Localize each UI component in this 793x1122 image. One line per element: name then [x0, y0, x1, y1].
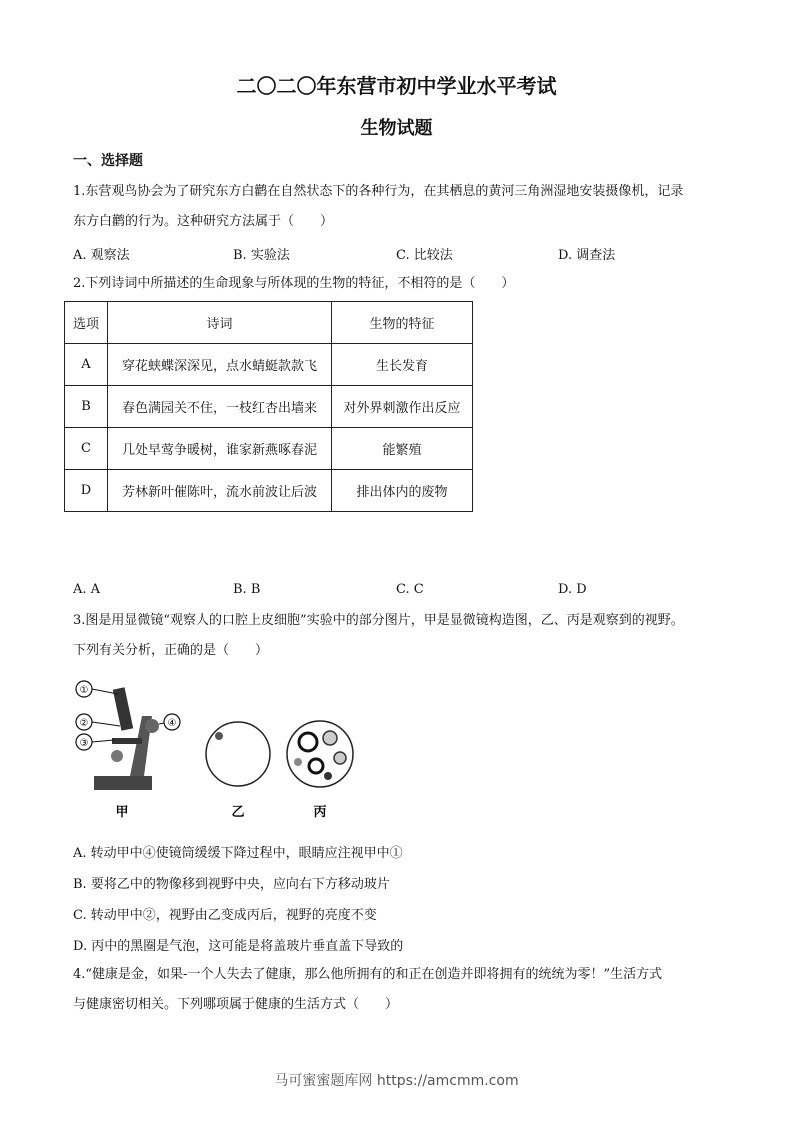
q1-option-a: A. 观察法: [73, 248, 130, 263]
exam-title: 二〇二〇年东营市初中学业水平考试: [236, 74, 557, 98]
table-header-cell: 诗词: [108, 302, 332, 344]
question-4-line-2: 与健康密切相关。下列哪项属于健康的生活方式（ ）: [73, 997, 399, 1012]
question-3-line-2: 下列有关分析，正确的是（ ）: [73, 643, 269, 658]
table-row: [65, 428, 473, 470]
q3-option-a: A. 转动甲中④使镜筒缓缓下降过程中，眼睛应注视甲中①: [73, 846, 403, 861]
table-cell: B: [65, 386, 108, 428]
label-3: ③: [79, 738, 89, 749]
table-header-cell: 选项: [65, 302, 108, 344]
question-4-line-1: 4.“健康是金，如果-一个人失去了健康，那么他所拥有的和正在创造并即将拥有的统统为零！”生活方式: [73, 967, 663, 982]
q3-option-d: D. 丙中的黑圈是气泡，这可能是将盖玻片垂直盖下导致的: [73, 939, 404, 954]
question-3-line-1: 3.图是用显微镜“观察人的口腔上皮细胞”实验中的部分图片，甲是显微镜构造图，乙、丙是观察到的视野。: [73, 613, 684, 628]
mirror: [111, 750, 123, 762]
cell-2: [334, 752, 346, 764]
table-cell: 生长发育: [332, 344, 473, 386]
question-2-stem: 2.下列诗词中所描述的生命现象与所体现的生物的特征，不相符的是（ ）: [73, 276, 515, 291]
field-of-view-yi: [206, 722, 270, 786]
question-1-line-2: 东方白鹳的行为。这种研究方法属于（ ）: [73, 214, 334, 229]
footer-watermark: 马可蜜蜜题库网 https://amcmm.com: [274, 1073, 519, 1089]
leader-line-2: [92, 722, 120, 726]
leader-line-4: [159, 723, 164, 724]
exam-subtitle: 生物试题: [360, 118, 433, 139]
table-cell: 芳林新叶催陈叶，流水前波让后波: [108, 470, 332, 512]
q2-option-a: A. A: [73, 582, 101, 597]
microscope-base: [94, 776, 152, 790]
table-cell: A: [65, 344, 108, 386]
table-cell: C: [65, 428, 108, 470]
table-cell: 春色满园关不住，一枝红杏出墙来: [108, 386, 332, 428]
table-cell: 能繁殖: [332, 428, 473, 470]
q1-option-b: B. 实验法: [233, 248, 290, 263]
microscope-figure: [72, 676, 372, 826]
q2-option-d: D. D: [558, 582, 587, 597]
cell-4: [294, 758, 302, 766]
cell-3: [324, 772, 332, 780]
table-cell: D: [65, 470, 108, 512]
caption-bing: 丙: [313, 805, 327, 820]
bubble-1: [299, 733, 317, 751]
q1-option-d: D. 调查法: [558, 248, 616, 263]
label-4: ④: [167, 718, 177, 729]
question-1-line-1: 1.东营观鸟协会为了研究东方白鹳在自然状态下的各种行为，在其栖息的黄河三角洲湿地安装摄像机，记录: [73, 184, 684, 199]
table-row: [65, 470, 473, 512]
leader-line-3: [92, 740, 114, 742]
caption-jia: 甲: [115, 805, 129, 820]
table-cell: 对外界刺激作出反应: [332, 386, 473, 428]
q3-option-c: C. 转动甲中②，视野由乙变成丙后，视野的亮度不变: [73, 908, 377, 923]
caption-yi: 乙: [231, 805, 245, 820]
section-heading: 一、选择题: [73, 153, 143, 169]
microscope-stage: [112, 738, 142, 744]
table-header-cell: 生物的特征: [332, 302, 473, 344]
table-row: [65, 344, 473, 386]
q3-option-b: B. 要将乙中的物像移到视野中央，应向右下方移动玻片: [73, 877, 390, 892]
coarse-focus-knob: [145, 719, 159, 733]
label-2: ②: [79, 718, 89, 729]
microscope-figure-svg: [72, 676, 372, 826]
cell-in-yi: [215, 732, 223, 740]
table-cell: 几处早莺争暖树，谁家新燕啄春泥: [108, 428, 332, 470]
cell-1: [323, 731, 337, 745]
label-1: ①: [79, 685, 89, 696]
q2-option-b: B. B: [233, 582, 261, 597]
q1-option-c: C. 比较法: [396, 248, 453, 263]
table-header-row: [65, 302, 473, 344]
bubble-2: [309, 759, 323, 773]
question-2-table: [64, 301, 473, 512]
table-cell: 排出体内的废物: [332, 470, 473, 512]
table-cell: 穿花蛱蝶深深见，点水蜻蜓款款飞: [108, 344, 332, 386]
table-row: [65, 386, 473, 428]
q2-option-c: C. C: [396, 582, 424, 597]
